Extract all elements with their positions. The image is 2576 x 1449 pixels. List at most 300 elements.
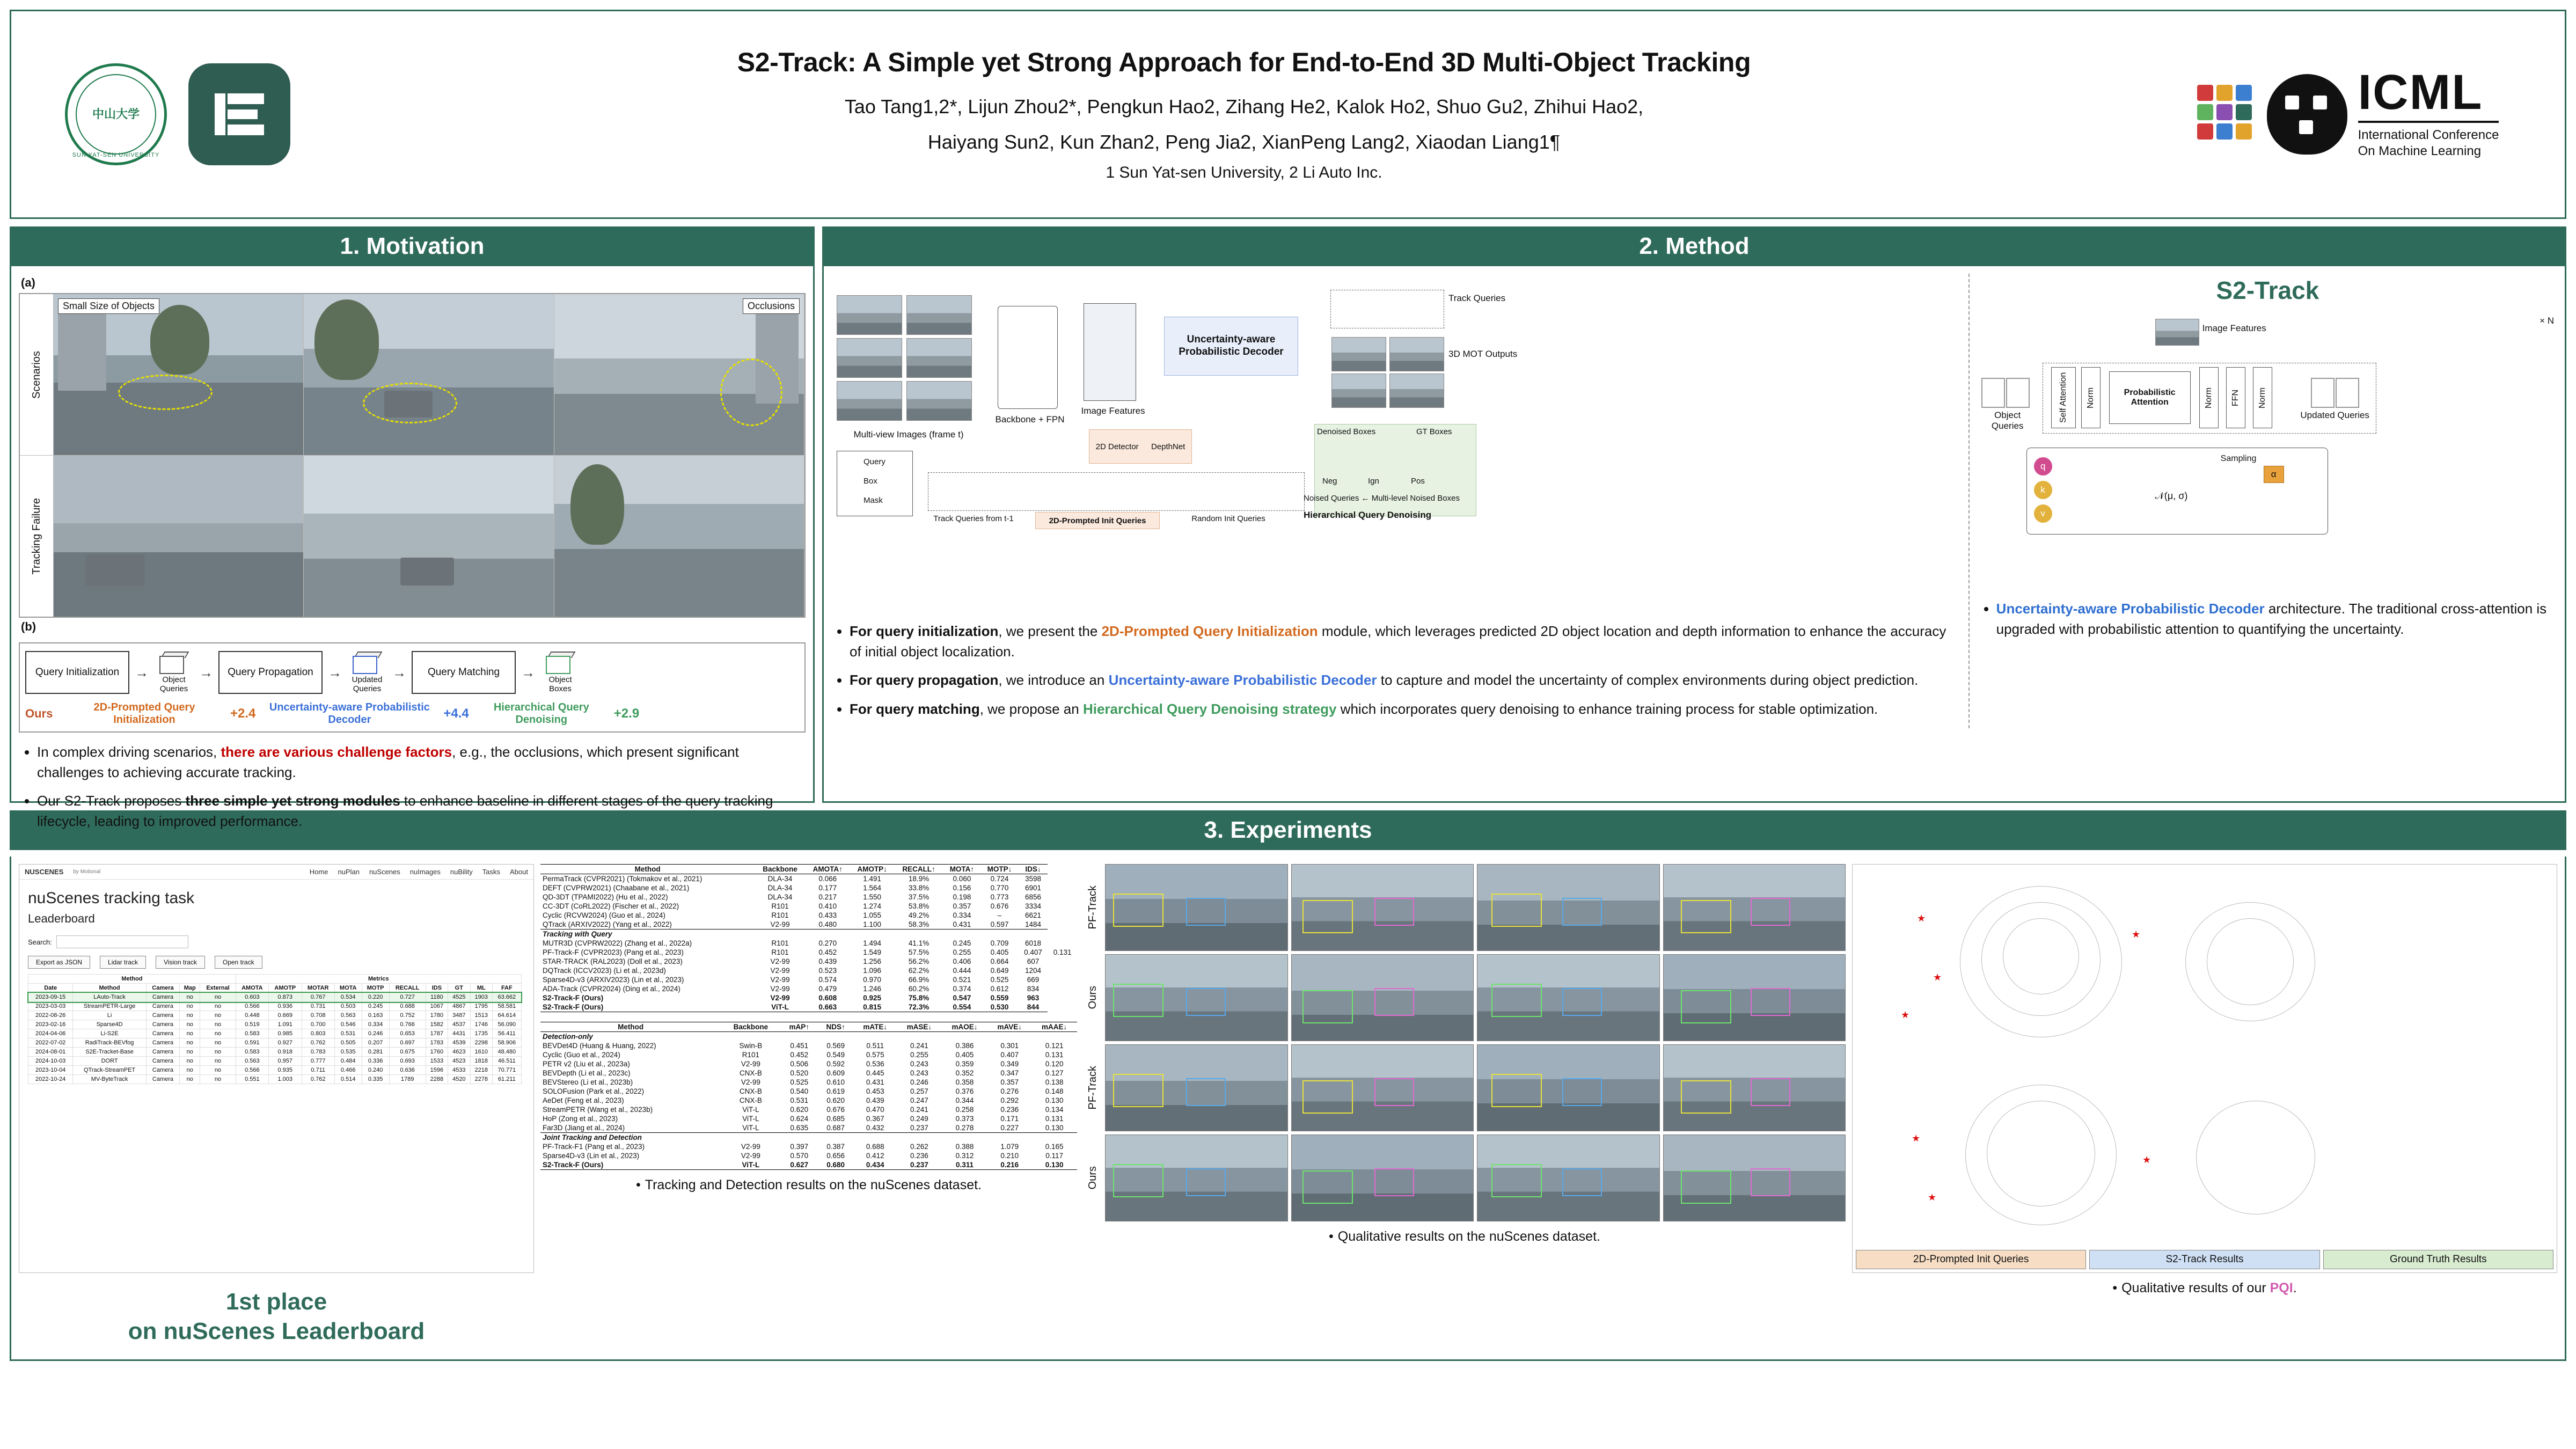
table-cell: 0.559 [990, 994, 1009, 1002]
column-header: NDS↑ [818, 1022, 853, 1032]
uncertainty-aware-probabilistic-decoder-block: Uncertainty-aware Probabilistic Decoder [1164, 317, 1298, 376]
table-cell: 1.091 [269, 1020, 302, 1029]
table-cell: 2023-03-03 [28, 1002, 73, 1011]
table-cell: 0.405 [955, 1051, 974, 1059]
table-cell: 0.255 [910, 1051, 928, 1059]
table-cell: 844 [1019, 1002, 1048, 1012]
label-image-features-right: Image Features [2202, 323, 2266, 333]
table-cell: 0.247 [910, 1096, 928, 1104]
nav-item-about[interactable]: About [510, 868, 528, 876]
caption-pqi: • Qualitative results of our PQI. [2112, 1280, 2297, 1296]
table-cell: 1.079 [1000, 1143, 1019, 1151]
table-cell: CNX-B [739, 1069, 762, 1077]
table-cell: 0.918 [269, 1048, 302, 1057]
qualitative-image [1291, 864, 1474, 951]
nuscenes-search-row[interactable] [28, 935, 525, 948]
table-row [540, 1059, 1077, 1069]
table-cell: 0.134 [1045, 1106, 1064, 1114]
failure-image-2 [304, 456, 554, 617]
figure-a-tag: (a) [21, 276, 35, 289]
leaderboard-col-gt[interactable]: GT [448, 984, 470, 993]
table-row [540, 1114, 1077, 1123]
table-cell: 963 [1027, 994, 1040, 1002]
table-cell: 0.534 [334, 993, 362, 1002]
column-header: RECALL↑ [895, 865, 943, 874]
table-cell: 0.138 [1045, 1078, 1064, 1086]
table-cell: Camera [146, 1002, 179, 1011]
leaderboard-col-amota[interactable]: AMOTA [236, 984, 268, 993]
table-cell: 0.312 [955, 1152, 974, 1160]
table-row [540, 1050, 1077, 1059]
table-cell: 2022-07-02 [28, 1038, 73, 1048]
leaderboard-col-motar[interactable]: MOTAR [302, 984, 334, 993]
ours-modules-row [25, 701, 799, 726]
table-cell: 0.357 [953, 902, 971, 910]
table-cell: 0.612 [990, 985, 1009, 993]
icml-dot [2216, 123, 2233, 140]
leaderboard-col-mota[interactable]: MOTA [334, 984, 362, 993]
qualitative-image [1291, 954, 1474, 1041]
table-row[interactable] [28, 1002, 522, 1011]
table-row [540, 939, 1077, 948]
leaderboard-table[interactable] [28, 974, 522, 1084]
table-cell: 2024-08-01 [28, 1048, 73, 1057]
label-x-n: × N [2540, 316, 2554, 326]
table-cell: Sparse4D-v3 (ARXIV2023) (Lin et al., 2023) [543, 976, 684, 984]
pqi-column [1852, 864, 2557, 1346]
qualitative-image [1663, 1135, 1846, 1221]
failure-image-1 [54, 456, 304, 617]
table-cell: 0.376 [955, 1087, 974, 1095]
table-cell: 0.121 [1045, 1042, 1064, 1050]
table-cell: 0.708 [302, 1011, 334, 1020]
table-cell: 1067 [426, 1002, 448, 1011]
table-cell: 75.8% [908, 994, 930, 1002]
table-cell: PF-Track-F1 (Pang et al., 2023) [543, 1143, 645, 1151]
method-bullet-2: • For query propagation, we introduce an Uncertainty-aware Probabilistic Decoder to capture and model the uncertainty of complex environments during object prediction. [850, 670, 1961, 691]
table-cell: STAR-TRACK (RAL2023) (Doll et al., 2023) [543, 957, 683, 965]
table-cell: 1903 [470, 993, 492, 1002]
table-cell: 0.547 [953, 994, 971, 1002]
nav-item-nuscenes[interactable]: nuScenes [369, 868, 400, 876]
banner-experiments: 3. Experiments [10, 810, 2566, 850]
table-cell: 0.664 [990, 957, 1009, 965]
table-row[interactable] [28, 993, 522, 1002]
table-cell: 1.564 [863, 884, 882, 892]
leaderboard-col-faf[interactable]: FAF [493, 984, 522, 993]
qualitative-image [1105, 954, 1288, 1041]
table-cell: 0.387 [826, 1143, 845, 1151]
table-cell: 0.549 [826, 1051, 845, 1059]
table-cell: 1735 [470, 1029, 492, 1038]
table-cell: 1.550 [863, 893, 882, 901]
table-cell: 0.249 [910, 1115, 928, 1123]
table-row [540, 966, 1077, 975]
table-cell: no [200, 1048, 236, 1057]
multiview-image-1 [837, 295, 902, 335]
table-cell: Li-S2E [73, 1029, 146, 1038]
table-cell: 58.581 [493, 1002, 522, 1011]
table-cell: 1.274 [863, 902, 882, 910]
table-cell: 58.3% [908, 920, 930, 928]
table-cell: 2023-02-16 [28, 1020, 73, 1029]
table-cell: 0.727 [389, 993, 426, 1002]
table-cell: DLA-34 [767, 875, 793, 883]
table-cell: 0.243 [910, 1069, 928, 1077]
leaderboard-col-method[interactable]: Method [73, 984, 146, 993]
arrow-icon: → [392, 664, 406, 680]
open-track-button[interactable]: Open track [215, 956, 262, 969]
sysu-logo-cn: 中山大学 [92, 107, 140, 121]
table-cell: 0.433 [818, 911, 837, 919]
table-cell: 0.531 [790, 1096, 809, 1104]
table-cell: 1780 [426, 1011, 448, 1020]
table-cell: 0.374 [953, 985, 971, 993]
table-cell: QTrack-StreamPET [73, 1066, 146, 1075]
pqi-legend-s2track-results: S2-Track Results [2089, 1250, 2319, 1269]
table-cell: 0.451 [790, 1042, 809, 1050]
table-cell: 1.096 [863, 967, 882, 975]
2d-detector-block: 2D Detector [1095, 442, 1139, 451]
legend-box-label: Box [863, 477, 877, 486]
table-cell: 0.431 [866, 1078, 884, 1086]
affiliations: 1 Sun Yat-sen University, 2 Li Auto Inc. [1106, 164, 1382, 182]
table-row [540, 874, 1077, 884]
group-header-metrics: Metrics [236, 975, 521, 984]
table-cell: 72.3% [895, 1002, 943, 1012]
table-cell: 6856 [1024, 893, 1041, 901]
table-cell: 0.236 [1000, 1106, 1019, 1114]
table-cell: no [180, 1011, 200, 1020]
table-cell: 0.936 [269, 1002, 302, 1011]
label-2d-prompted-init-queries: 2D-Prompted Init Queries [1035, 512, 1160, 529]
table-cell: 0.131 [1053, 948, 1072, 956]
label-distribution: 𝒩(μ, σ) [2155, 491, 2188, 501]
table-cell: BEVStereo (Li et al., 2023b) [543, 1078, 633, 1086]
table-cell: 1180 [426, 993, 448, 1002]
table-cell: 0.927 [269, 1038, 302, 1048]
table-cell: 0.663 [806, 1002, 850, 1012]
architecture-figure [831, 274, 1961, 606]
icml-head-icon [2267, 74, 2347, 155]
table-cell: 0.770 [990, 884, 1009, 892]
vision-track-button[interactable]: Vision track [156, 956, 205, 969]
table-row[interactable] [28, 1048, 522, 1057]
icml-dot [2236, 104, 2252, 120]
qkv-q: q [2034, 457, 2052, 475]
nav-item-tasks[interactable]: Tasks [482, 868, 501, 876]
table-cell: Sparse4D-v3 (Lin et al., 2023) [543, 1152, 640, 1160]
table-cell: 2298 [470, 1038, 492, 1048]
table-row [540, 1041, 1077, 1050]
leaderboard-col-amotp[interactable]: AMOTP [269, 984, 302, 993]
icml-dot [2197, 123, 2213, 140]
table-cell: 0.608 [818, 994, 837, 1002]
nav-item-nubility[interactable]: nuBility [450, 868, 473, 876]
table-cell: 0.373 [955, 1115, 974, 1123]
table-cell: 0.130 [1045, 1124, 1064, 1132]
leaderboard-col-motp[interactable]: MOTP [362, 984, 389, 993]
nuscenes-navbar[interactable] [19, 865, 533, 880]
leaderboard-col-date[interactable]: Date [28, 984, 73, 993]
table-cell: no [200, 1075, 236, 1084]
scenario-image-2 [304, 294, 554, 456]
qualitative-row-label: Ours [1086, 986, 1099, 1009]
icml-dot [2236, 85, 2252, 101]
table-cell: 53.8% [908, 902, 930, 910]
label-3d-mot-outputs: 3D MOT Outputs [1448, 349, 1518, 359]
table-cell: 0.410 [818, 902, 837, 910]
table-cell: no [180, 1002, 200, 1011]
table-cell: R101 [771, 939, 789, 947]
table-cell: 0.177 [818, 884, 837, 892]
gain-2d-prompted-query-init: +2.4 [230, 706, 256, 721]
table-cell: 0.627 [780, 1160, 818, 1170]
table-cell: 1.055 [863, 911, 882, 919]
nav-item-home[interactable]: Home [309, 868, 328, 876]
table-cell: 669 [1027, 976, 1040, 984]
table-row [540, 911, 1077, 920]
label-track-queries-from-prev: Track Queries from t-1 [933, 514, 1014, 523]
table-cell: 0.873 [269, 993, 302, 1002]
table-row [540, 902, 1077, 911]
table-cell: 0.540 [790, 1087, 809, 1095]
label-denoised-boxes: Denoised Boxes [1317, 427, 1376, 436]
table-cell: 70.771 [493, 1066, 522, 1075]
table-cell: 0.344 [955, 1096, 974, 1104]
banner-motivation: 1. Motivation [10, 226, 815, 266]
table-row [540, 957, 1077, 966]
table-cell: 6621 [1024, 911, 1041, 919]
mot-output-image-3 [1331, 374, 1386, 408]
table-cell: 0.777 [302, 1057, 334, 1066]
table-cell: 0.519 [236, 1020, 268, 1029]
first-place-text: 1st place on nuScenes Leaderboard [128, 1289, 425, 1344]
table-cell: 0.352 [955, 1069, 974, 1077]
column-header: Backbone [721, 1022, 780, 1032]
pipeline-updated-queries: Updated Queries [347, 652, 387, 694]
method-right-bullet-1: • Uncertainty-aware Probabilistic Decoder architecture. The traditional cross-attention is upgraded with probabilistic attention to quantifying the uncertainty. [1996, 599, 2557, 639]
table-row[interactable] [28, 1011, 522, 1020]
method-right-bullets [1978, 599, 2557, 639]
table-cell: 0.336 [362, 1057, 389, 1066]
multiview-image-3 [906, 295, 972, 335]
table-cell: 0.688 [389, 1002, 426, 1011]
column-header: mAAE↓ [1031, 1022, 1077, 1032]
ours-label: Ours [25, 707, 53, 720]
leaderboard-col-recall[interactable]: RECALL [389, 984, 426, 993]
table-cell: 0.700 [302, 1020, 334, 1029]
table-cell: 0.687 [826, 1124, 845, 1132]
table-cell: 18.9% [908, 875, 930, 883]
table-cell: no [200, 1002, 236, 1011]
nuscenes-brand: NUSCENES [25, 868, 64, 876]
multiview-image-2 [837, 338, 902, 378]
table-cell: S2-Track-F (Ours) [543, 994, 604, 1002]
block-norm-1: Norm [2081, 367, 2101, 428]
table-cell: 0.592 [826, 1060, 845, 1068]
method-left [831, 274, 1961, 728]
pqi-visualization [1852, 864, 2557, 1273]
table-cell: 0.591 [236, 1038, 268, 1048]
table-cell: 0.815 [850, 1002, 895, 1012]
table-cell: 0.311 [942, 1160, 988, 1170]
table-row [540, 948, 1077, 957]
qualitative-row [1084, 1044, 1846, 1131]
pipeline-step-query-matching: Query Matching [412, 651, 516, 694]
group-header-method: Method [28, 975, 236, 984]
table-cell: 1533 [426, 1057, 448, 1066]
table-cell: 33.8% [908, 884, 930, 892]
table-cell: Far3D (Jiang et al., 2024) [543, 1124, 625, 1132]
table-cell: 0.603 [236, 993, 268, 1002]
table-cell: no [180, 1029, 200, 1038]
table-cell: 2022-10-24 [28, 1075, 73, 1084]
table-cell: DORT [73, 1057, 146, 1066]
table-cell: 0.680 [818, 1160, 853, 1170]
table-row[interactable] [28, 1020, 522, 1029]
table-cell: 0.669 [269, 1011, 302, 1020]
table-cell: 0.985 [269, 1029, 302, 1038]
table-cell: Camera [146, 1038, 179, 1048]
table-cell: 0.566 [236, 1002, 268, 1011]
table-cell: 2024-04-06 [28, 1029, 73, 1038]
figure-a [19, 293, 806, 618]
table-row[interactable] [28, 1066, 522, 1075]
nav-item-nuimages[interactable]: nuImages [409, 868, 441, 876]
table-cell: R101 [771, 948, 789, 956]
pqi-legend [1856, 1250, 2553, 1269]
table-row[interactable] [28, 1075, 522, 1084]
table-cell: ViT-L [742, 1106, 759, 1114]
table-cell: no [180, 993, 200, 1002]
table-cell: 3487 [448, 1011, 470, 1020]
table-cell: 1.494 [863, 939, 882, 947]
table-cell: 0.520 [790, 1069, 809, 1077]
leaderboard-col-external[interactable]: External [200, 984, 236, 993]
table-cell: 0.270 [818, 939, 837, 947]
scenario-image-3 [554, 294, 804, 456]
column-header: mAVE↓ [987, 1022, 1031, 1032]
nav-item-nuplan[interactable]: nuPlan [338, 868, 360, 876]
export-json-button[interactable]: Export as JSON [28, 956, 90, 969]
icml-dot [2197, 85, 2213, 101]
qualitative-image [1105, 1044, 1288, 1131]
motivation-bullet-1: • In complex driving scenarios, there are various challenge factors, e.g., the occlusions, which present significant challenges to achieving accurate tracking. [37, 742, 806, 782]
backbone-fpn-block [998, 306, 1058, 409]
table-cell: 0.773 [990, 893, 1009, 901]
table-cell: 0.752 [389, 1011, 426, 1020]
table-cell: RadiTrack-BEVfog [73, 1038, 146, 1048]
figure-a-row2-label: Tracking Failure [30, 497, 42, 575]
mot-output-image-2 [1389, 337, 1444, 371]
arrow-icon: → [328, 664, 342, 680]
table-cell: Camera [146, 1020, 179, 1029]
block-probabilistic-attention: Probabilistic Attention [2109, 371, 2191, 424]
table-cell: 0.347 [1000, 1069, 1019, 1077]
table-cell: 0.207 [362, 1038, 389, 1048]
table-cell: 2024-10-03 [28, 1057, 73, 1066]
table-cell: V2-99 [741, 1060, 760, 1068]
table-cell: 0.523 [818, 967, 837, 975]
mot-output-image-1 [1331, 337, 1386, 371]
table-cell: AeDet (Feng et al., 2023) [543, 1096, 624, 1104]
table-cell: 0.530 [980, 1002, 1018, 1012]
table-row[interactable] [28, 1057, 522, 1066]
table-cell: 0.453 [866, 1087, 884, 1095]
table-cell: 0.405 [990, 948, 1009, 956]
table-cell: 0.649 [990, 967, 1009, 975]
table-cell: 57.5% [908, 948, 930, 956]
nuscenes-website-screenshot[interactable] [19, 864, 534, 1273]
table-cell: S2-Track-F (Ours) [540, 1160, 721, 1170]
table-row[interactable] [28, 1029, 522, 1038]
method-panel [822, 266, 2566, 803]
table-cell: 0.620 [790, 1106, 809, 1114]
arrow-icon: → [199, 664, 213, 680]
nuscenes-buttons-row[interactable] [19, 953, 533, 974]
table-cell: 0.060 [953, 875, 971, 883]
detection-results-table [540, 1022, 1077, 1170]
table-cell: 0.566 [236, 1066, 268, 1075]
table-cell: V2-99 [770, 976, 790, 984]
leaderboard-col-camera[interactable]: Camera [146, 984, 179, 993]
icml-dots-icon [2197, 85, 2256, 144]
table-cell: no [200, 1020, 236, 1029]
table-cell: 1.246 [863, 985, 882, 993]
table-cell: 4867 [448, 1002, 470, 1011]
table-cell: 1513 [470, 1011, 492, 1020]
table-cell: 1746 [470, 1020, 492, 1029]
table-row [540, 1096, 1077, 1105]
table-row [540, 1151, 1077, 1160]
pqi-legend-ground-truth: Ground Truth Results [2323, 1250, 2553, 1269]
table-cell: 0.276 [1000, 1087, 1019, 1095]
image-features-block [1084, 303, 1136, 401]
table-cell: 1484 [1024, 920, 1041, 928]
table-cell: 1760 [426, 1048, 448, 1057]
table-cell: 0.127 [1045, 1069, 1064, 1077]
lidar-track-button[interactable]: Lidar track [100, 956, 146, 969]
table-cell: 0.237 [910, 1124, 928, 1132]
leaderboard-column-header [28, 984, 522, 993]
table-cell: 0.574 [818, 976, 837, 984]
table-cell: 49.2% [908, 911, 930, 919]
table-cell: 0.452 [818, 948, 837, 956]
leaderboard-col-map[interactable]: Map [180, 984, 200, 993]
table-cell: no [200, 1057, 236, 1066]
table-row[interactable] [28, 1038, 522, 1048]
leaderboard-col-ml[interactable]: ML [470, 984, 492, 993]
failure-image-3 [554, 456, 804, 617]
nuscenes-brand-by: by Motional [73, 869, 101, 875]
table-cell: 0.597 [990, 920, 1009, 928]
table-cell: 3598 [1024, 875, 1041, 883]
table-cell: 0.171 [1000, 1115, 1019, 1123]
table-row [540, 1105, 1077, 1114]
table-cell: 0.445 [866, 1069, 884, 1077]
table-cell: no [180, 1066, 200, 1075]
table-cell: 0.431 [953, 920, 971, 928]
mot-output-image-4 [1389, 374, 1444, 408]
table-cell: 0.334 [953, 911, 971, 919]
table-cell: 0.554 [943, 1002, 980, 1012]
leaderboard-col-ids[interactable]: IDS [426, 984, 448, 993]
table-cell: 834 [1027, 985, 1040, 993]
search-input[interactable] [56, 935, 188, 948]
table-cell: 0.349 [1000, 1060, 1019, 1068]
motivation-panel [10, 266, 815, 830]
